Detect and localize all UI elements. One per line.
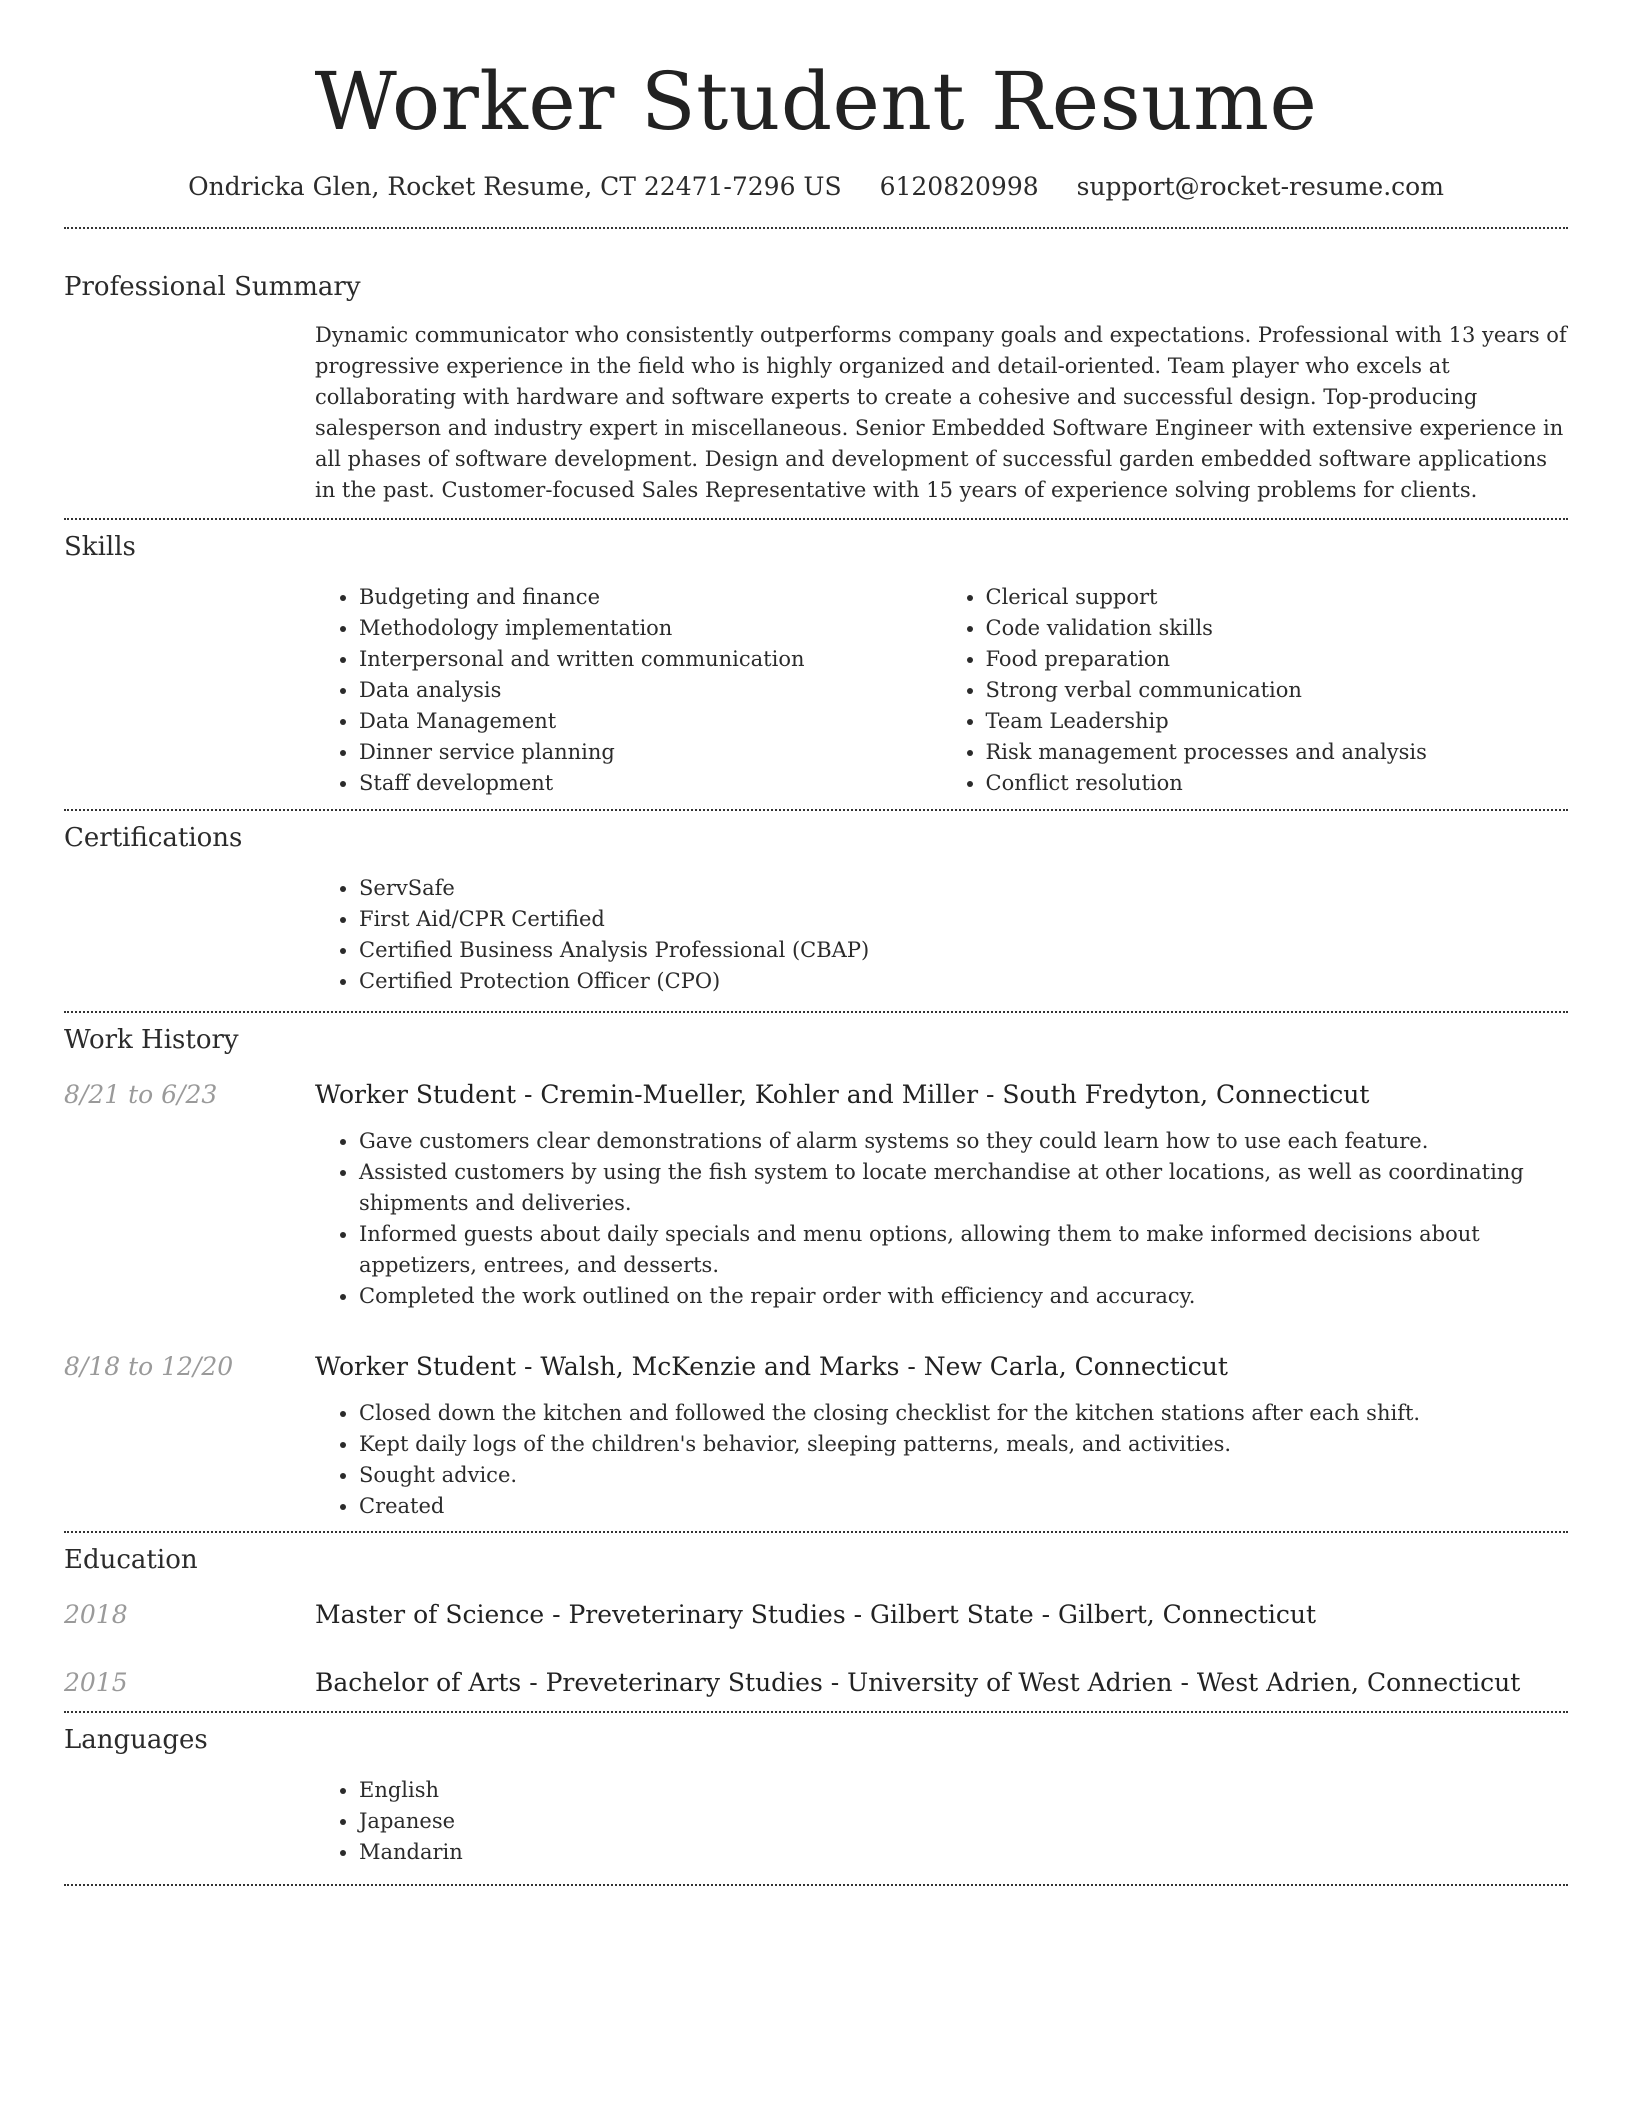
contact-phone: 6120820998 xyxy=(879,172,1039,201)
certifications-heading: Certifications xyxy=(64,823,243,853)
summary-section xyxy=(64,270,1568,506)
job-header xyxy=(64,1350,1568,1384)
education-entry xyxy=(64,1598,1568,1632)
job-dates: 8/18 to 12/20 xyxy=(64,1352,234,1381)
divider xyxy=(64,1011,1568,1013)
job-bullets xyxy=(315,1398,1568,1522)
skills-section xyxy=(64,530,1568,799)
job-bullet: • Created xyxy=(359,1491,1568,1522)
languages-list xyxy=(315,1775,1568,1868)
resume-page xyxy=(64,0,1568,1886)
education-year: 2015 xyxy=(64,1668,128,1697)
divider xyxy=(64,1711,1568,1713)
job-heading: Worker Student - Walsh, McKenzie and Marks - New Carla, Connecticut xyxy=(315,1352,1228,1381)
contact-email: support@rocket-resume.com xyxy=(1076,172,1444,201)
skill-item: • Staff development xyxy=(359,768,942,799)
divider xyxy=(64,227,1568,229)
job-bullet: • Sought advice. xyxy=(359,1460,1568,1491)
job-bullet: • Completed the work outlined on the repair order with efficiency and accuracy. xyxy=(359,1281,1568,1312)
skill-item: • Budgeting and finance xyxy=(359,582,942,613)
skill-item: • Interpersonal and written communication xyxy=(359,644,942,675)
skill-item: • Team Leadership xyxy=(986,706,1569,737)
education-heading-line: Master of Science - Preveterinary Studies - Gilbert State - Gilbert, Connecticut xyxy=(315,1600,1317,1629)
divider xyxy=(64,1531,1568,1533)
education-heading: Education xyxy=(64,1545,198,1575)
skill-item: • Conflict resolution xyxy=(986,768,1569,799)
job-bullet: • Closed down the kitchen and followed the closing checklist for the kitchen stations after each shift. xyxy=(359,1398,1568,1429)
work-history-section xyxy=(64,1023,1568,1522)
languages-section xyxy=(64,1723,1568,1868)
skill-item: • Methodology implementation xyxy=(359,613,942,644)
job-bullet-list xyxy=(315,1126,1568,1312)
contact-line xyxy=(64,170,1568,204)
language-item: • Japanese xyxy=(359,1806,1568,1837)
job-dates: 8/21 to 6/23 xyxy=(64,1080,218,1109)
certifications-list xyxy=(315,873,1568,997)
skills-columns xyxy=(315,582,1568,799)
education-year: 2018 xyxy=(64,1600,128,1629)
certifications-content xyxy=(315,873,1568,997)
job-entry xyxy=(64,1078,1568,1312)
divider xyxy=(64,1884,1568,1886)
skill-item: • Clerical support xyxy=(986,582,1569,613)
job-bullet: • Informed guests about daily specials and menu options, allowing them to make informed decisions about appetizers, entrees, and desserts. xyxy=(359,1219,1568,1281)
summary-text: Dynamic communicator who consistently outperforms company goals and expectations. Professional with 13 years of progressive experience in the field who is highly organized and detail-oriented. Team player who excels at collaborating with hardware and software experts to create a cohesive and successful design. Top-producing salesperson and industry expert in miscellaneous. Senior Embedded Software Engineer with extensive experience in all phases of software development. Design and development of successful garden embedded software applications in the past. Customer-focused Sales Representative with 15 years of experience solving problems for clients. xyxy=(315,323,1567,502)
certification-item: • Certified Protection Officer (CPO) xyxy=(359,966,1568,997)
certification-item: • First Aid/CPR Certified xyxy=(359,904,1568,935)
education-heading-line: Bachelor of Arts - Preveterinary Studies - University of West Adrien - West Adrien, Connecticut xyxy=(315,1668,1521,1697)
skills-list-left xyxy=(315,582,942,799)
skills-heading: Skills xyxy=(64,532,136,562)
certification-item: • Certified Business Analysis Professional (CBAP) xyxy=(359,935,1568,966)
languages-heading: Languages xyxy=(64,1725,208,1755)
work-history-heading: Work History xyxy=(64,1025,239,1055)
skill-item: • Data Management xyxy=(359,706,942,737)
job-bullet: • Assisted customers by using the fish system to locate merchandise at other locations, as well as coordinating shipments and deliveries. xyxy=(359,1157,1568,1219)
job-bullet-list xyxy=(315,1398,1568,1522)
skill-item: • Food preparation xyxy=(986,644,1569,675)
skill-item: • Risk management processes and analysis xyxy=(986,737,1569,768)
job-bullet: • Gave customers clear demonstrations of alarm systems so they could learn how to use each feature. xyxy=(359,1126,1568,1157)
job-bullets xyxy=(315,1126,1568,1312)
skill-item: • Code validation skills xyxy=(986,613,1569,644)
job-header xyxy=(64,1078,1568,1112)
job-heading: Worker Student - Cremin-Mueller, Kohler and Miller - South Fredyton, Connecticut xyxy=(315,1080,1370,1109)
certification-item: • ServSafe xyxy=(359,873,1568,904)
education-section xyxy=(64,1543,1568,1700)
languages-content xyxy=(315,1775,1568,1868)
contact-address: Ondricka Glen, Rocket Resume, CT 22471-7296 US xyxy=(188,172,842,201)
skill-item: • Dinner service planning xyxy=(359,737,942,768)
summary-heading: Professional Summary xyxy=(64,272,361,302)
resume-title: Worker Student Resume xyxy=(314,55,1318,148)
skill-item: • Strong verbal communication xyxy=(986,675,1569,706)
language-item: • English xyxy=(359,1775,1568,1806)
job-entry xyxy=(64,1350,1568,1522)
job-bullet: • Kept daily logs of the children's behavior, sleeping patterns, meals, and activities. xyxy=(359,1429,1568,1460)
language-item: • Mandarin xyxy=(359,1837,1568,1868)
certifications-section xyxy=(64,821,1568,997)
divider xyxy=(64,809,1568,811)
skills-list-right xyxy=(942,582,1569,799)
education-entry xyxy=(64,1666,1568,1700)
divider xyxy=(64,518,1568,520)
skill-item: • Data analysis xyxy=(359,675,942,706)
